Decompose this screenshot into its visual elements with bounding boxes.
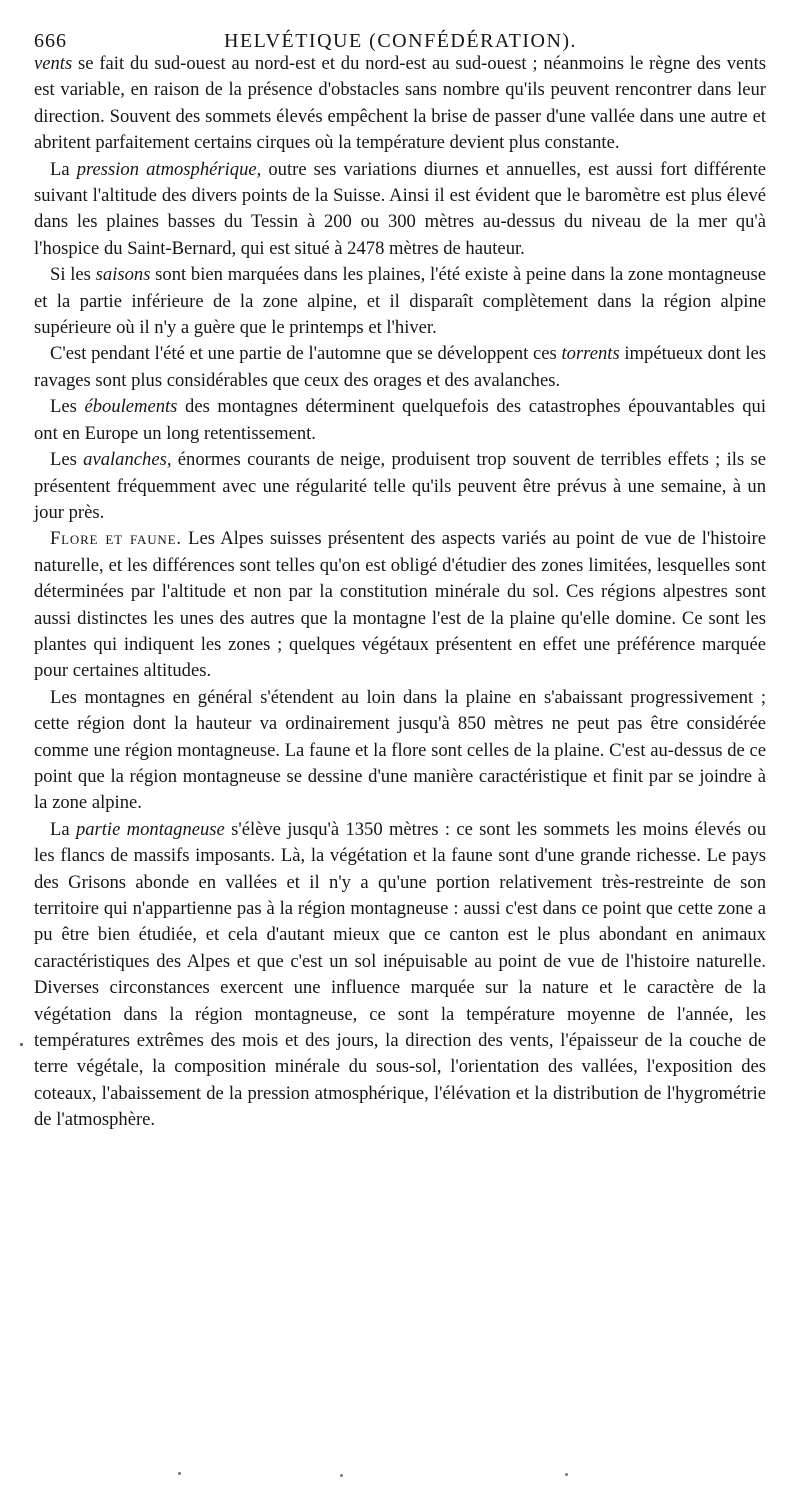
text-run: sont bien marquées dans les plaines, l'été existe à peine dans la zone montagneuse et la partie inférieure de la zone alpine, et il disparaît complètement dans la région alpine supérieure où il n'y a guère que le printemps et l'hiver.	[34, 264, 766, 339]
italic-term: éboulements	[84, 396, 178, 418]
text-run: Les Alpes suisses présentent des aspects variés au point de vue de l'histoire naturelle, et les différences sont telles qu'on est obligé d'étudier des zones limitées, lesquelles sont déterminées par l'altitude et non par la constitution minérale du sol. Ces régions alpestres sont aussi distinctes les unes des autres que la montagne l'est de la plaine qu'elle domine. Ce sont les plantes qui indiquent les zones ; quelques végétaux présentent en effet une préférence marquée pour certaines altitudes.	[34, 528, 766, 682]
text-run: Les montagnes en général s'étendent au loin dans la plaine en s'abaissant progressivement ; cette région dont la hauteur va ordinairement jusqu'à 850 mètres ne peut pas être considérée comme une région montagneuse. La faune et la flore sont celles de la plaine. C'est au-dessus de ce point que la région montagneuse se dessine d'une manière caractéristique et finit par se joindre à la zone alpine.	[34, 686, 766, 814]
paragraph	[34, 447, 766, 526]
paragraph	[34, 341, 766, 394]
page-number: 666	[34, 30, 67, 52]
text-run: Si les	[50, 264, 96, 286]
footer-specks	[0, 1472, 800, 1480]
text-run: C'est pendant l'été et une partie de l'automne que se développent ces	[50, 343, 562, 365]
text-run: La	[50, 818, 76, 840]
paragraph	[34, 685, 766, 817]
text-run: Les	[50, 396, 85, 418]
section-heading: Flore et faune.	[50, 528, 182, 550]
page-header	[34, 26, 766, 60]
paragraph	[34, 526, 766, 684]
text-run: se fait du sud-ouest au nord-est et du nord-est au sud-ouest ; néanmoins le règne des vents est variable, en raison de la présence d'obstacles sans nombre qu'ils peuvent rencontrer dans leur direction. Souvent des sommets élevés empêchent la brise de passer d'une vallée dans une autre et abritent parfaitement certains cirques où la température devient plus constante.	[34, 53, 766, 154]
text-run: énormes courants de neige, produisent trop souvent de terribles effets ; ils se présentent fréquemment avec une régularité telle qu'ils peuvent être prévus à une semaine, à un jour près.	[34, 449, 766, 523]
italic-term: avalanches,	[83, 449, 172, 471]
text-run: Les	[50, 449, 84, 471]
paragraph	[34, 394, 766, 447]
italic-term: saisons	[95, 264, 151, 286]
paragraph	[34, 51, 766, 157]
text-run: impétueux dont les ravages sont plus considérables que ceux des orages et des avalanches.	[34, 343, 766, 391]
italic-term: vents	[34, 53, 73, 74]
text-run: outre ses variations diurnes et annuelles, est aussi fort différente suivant l'altitude des divers points de la Suisse. Ainsi il est évident que le baromètre est plus élevé dans les plaines basses du Tessin à 200 ou 300 mètres au-dessus du niveau de la mer qu'à l'hospice du Saint-Bernard, qui est situé à 2478 mètres de hauteur.	[34, 158, 766, 259]
paragraph	[34, 817, 766, 1134]
italic-term: partie montagneuse	[75, 818, 225, 840]
margin-mark	[20, 1043, 23, 1046]
text-run: des montagnes déterminent quelquefois des catastrophes épouvantables qui ont en Europe un long retentissement.	[34, 396, 767, 444]
book-page	[34, 26, 766, 1134]
italic-term: torrents	[561, 343, 620, 365]
body-text	[34, 51, 766, 1134]
running-head: HELVÉTIQUE (CONFÉDÉRATION).	[224, 30, 578, 52]
text-run: s'élève jusqu'à 1350 mètres : ce sont les sommets les moins élevés ou les flancs de massifs imposants. Là, la végétation et la faune sont d'une grande richesse. Le pays des Grisons abonde en vallées et il n'y a qu'une portion relativement très-restreinte de son territoire qui n'appartienne pas à la région montagneuse : aussi c'est dans ce point que cette zone a pu être bien étudiée, et cela d'autant mieux que ce canton est le plus abondant en animaux caractéristiques des Alpes et que c'est un sol inépuisable au point de vue de l'histoire naturelle. Diverses circonstances exercent une influence marquée sur la nature et le caractère de la végétation dans la région montagneuse, ce sont la température moyenne de l'année, les températures extrêmes des mois et des jours, la direction des vents, l'épaisseur de la couche de terre végétale, la composition minérale du sous-sol, l'orientation des vallées, l'exposition des coteaux, l'abaissement de la pression atmosphérique, l'élévation et la distribution de l'hygrométrie de l'atmosphère.	[34, 818, 766, 1131]
paragraph	[34, 262, 766, 341]
text-run: La	[50, 158, 77, 180]
paragraph	[34, 157, 766, 263]
italic-term: pression atmosphérique,	[76, 158, 262, 180]
